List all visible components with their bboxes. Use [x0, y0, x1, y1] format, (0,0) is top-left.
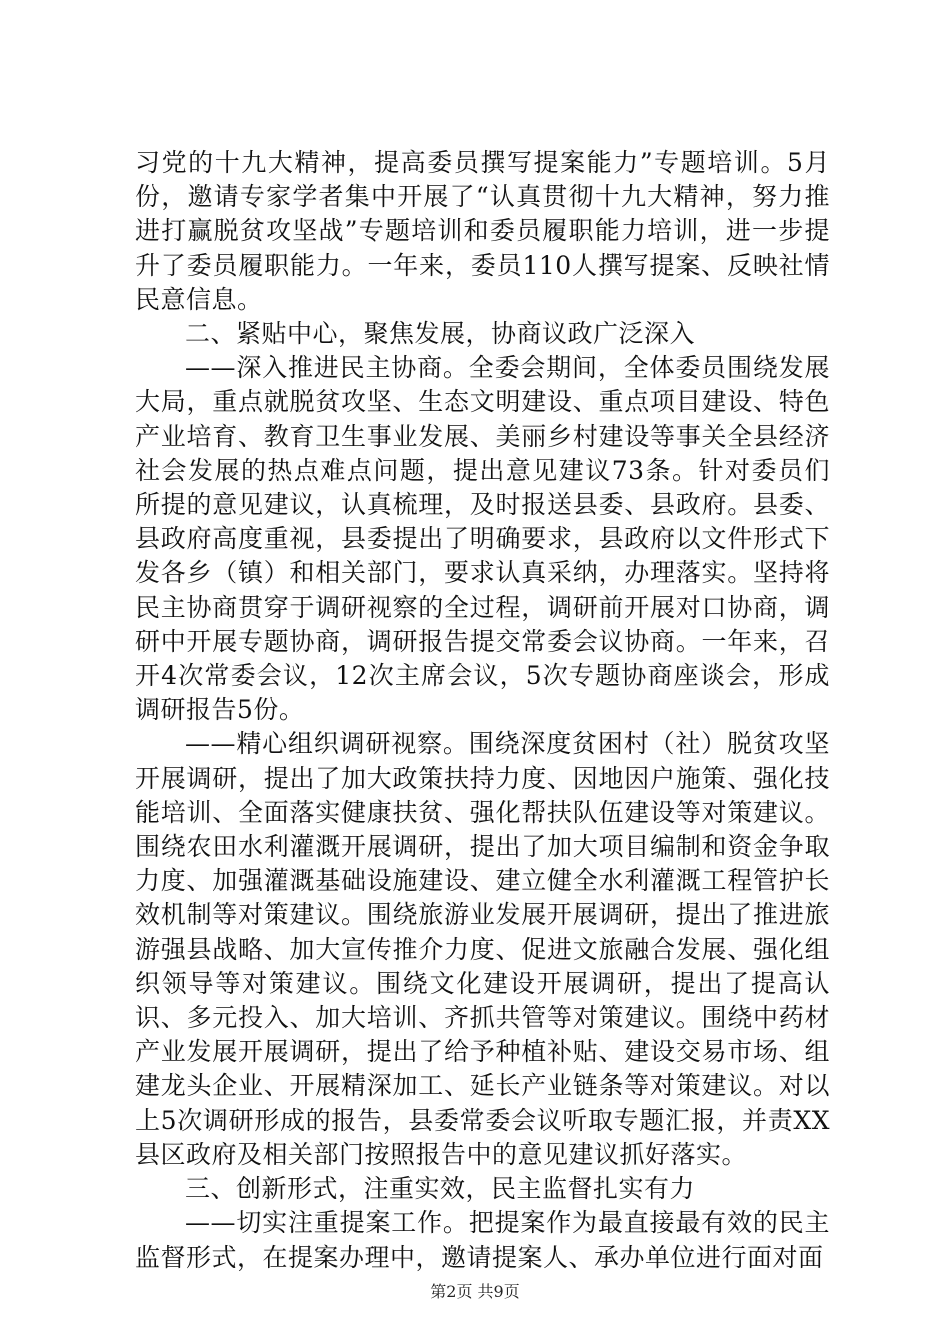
section-heading-two: 二、紧贴中心，聚焦发展，协商议政广泛深入 [185, 319, 696, 349]
paragraph-research-inspection: ——精心组织调研视察。围绕深度贫困村（社）脱贫攻坚开展调研，提出了加大政策扶持力度、因地因户施策、强化技能培训、全面落实健康扶贫、强化帮扶队伍建设等对策建议。围绕农田水利灌溉开展调研，提出了加大项目编制和资金争取力度、加强灌溉基础设施建设、建立健全水利灌溉工程管护长效机制等对策建议。围绕旅游业发展开展调研，提出了推进旅游强县战略、加大宣传推介力度、促进文旅融合发展、强化组织领导等对策建议。围绕文化建设开展调研，提出了提高认识、多元投入、加大培训、齐抓共管等对策建议。围绕中药材产业发展开展调研，提出了给予种植补贴、建设交易市场、组建龙头企业、开展精深加工、延长产业链条等对策建议。对以上5次调研形成的报告，县委常委会议听取专题汇报，并责XX县区政府及相关部门按照报告中的意见建议抓好落实。 [135, 729, 830, 1169]
section-heading-three: 三、创新形式，注重实效，民主监督扎实有力 [185, 1174, 696, 1204]
paragraph-democratic-consultation: ——深入推进民主协商。全委会期间，全体委员围绕发展大局，重点就脱贫攻坚、生态文明建设、重点项目建设、特色产业培育、教育卫生事业发展、美丽乡村建设等事关全县经济社会发展的热点难点问题，提出意见建议73条。针对委员们所提的意见建议，认真梳理，及时报送县委、县政府。县委、县政府高度重视，县委提出了明确要求，县政府以文件形式下发各乡（镇）和相关部门，要求认真采纳，办理落实。坚持将民主协商贯穿于调研视察的全过程，调研前开展对口协商，调研中开展专题协商，调研报告提交常委会议协商。一年来，召开4次常委会议，12次主席会议，5次专题协商座谈会，形成调研报告5份。 [135, 353, 830, 725]
page-footer: 第2页 共9页 [430, 1282, 520, 1301]
paragraph-proposal-work: ——切实注重提案工作。把提案作为最直接最有效的民主监督形式，在提案办理中，邀请提案人、承办单位进行面对面 [135, 1208, 830, 1272]
paragraph-continuation: 习党的十九大精神，提高委员撰写提案能力”专题培训。5月份，邀请专家学者集中开展了“认真贯彻十九大精神，努力推进打赢脱贫攻坚战”专题培训和委员履职能力培训，进一步提升了委员履职能力。一年来，委员110人撰写提案、反映社情民意信息。 [135, 148, 830, 314]
document-body [135, 146, 830, 1275]
